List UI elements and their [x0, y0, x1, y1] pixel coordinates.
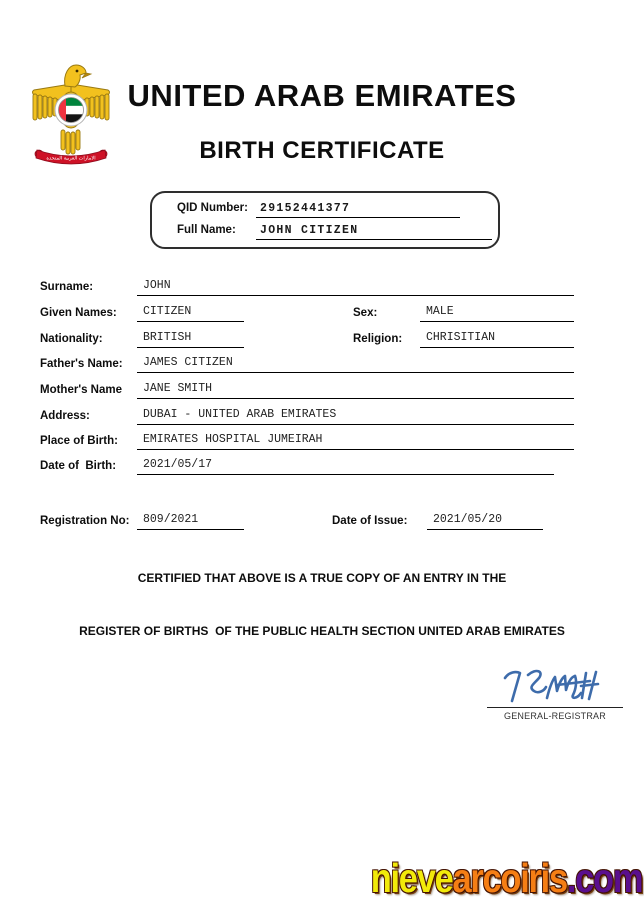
fathers-name-label: Father's Name: [40, 358, 123, 370]
registration-no-label: Registration No: [40, 515, 130, 527]
address-label: Address: [40, 410, 90, 422]
full-name-label: Full Name: [177, 224, 236, 236]
surname-value: JOHN [137, 279, 574, 296]
signature-line [487, 707, 623, 708]
date-of-issue-label: Date of Issue: [332, 515, 408, 527]
registrar-signature-icon [497, 663, 609, 709]
banner-arabic-text: الامارات العربية المتحدة [46, 155, 96, 162]
registration-no-value: 809/2021 [137, 513, 244, 530]
certification-line-1: CERTIFIED THAT ABOVE IS A TRUE COPY OF AN ENTRY IN THE [137, 571, 507, 585]
place-of-birth-row [0, 435, 644, 455]
registration-issue-row [0, 515, 644, 535]
watermark-part-nieve: nieve [370, 855, 453, 901]
qid-number-row [152, 202, 498, 220]
place-of-birth-label: Place of Birth: [40, 435, 118, 447]
address-value: DUBAI - UNITED ARAB EMIRATES [137, 408, 574, 425]
address-row [0, 410, 644, 430]
mothers-name-value: JANE SMITH [137, 382, 574, 399]
fathers-name-row [0, 358, 644, 378]
qid-number-label: QID Number: [177, 202, 248, 214]
mothers-name-label: Mother's Name [40, 384, 122, 396]
religion-value: CHRISITIAN [420, 331, 574, 348]
given-names-value: CITIZEN [137, 305, 244, 322]
date-of-birth-label: Date of Birth: [40, 460, 117, 472]
fathers-name-value: JAMES CITIZEN [137, 356, 574, 373]
nationality-religion-row [0, 333, 644, 353]
surname-label: Surname: [40, 281, 94, 293]
mothers-name-row [0, 384, 644, 404]
surname-row [0, 281, 644, 301]
nationality-label: Nationality: [40, 333, 103, 345]
religion-label: Religion: [353, 333, 403, 345]
country-title: UNITED ARAB EMIRATES [127, 78, 517, 113]
document-title: BIRTH CERTIFICATE [199, 137, 445, 164]
watermark-part-com: .com [566, 855, 642, 901]
full-name-value: JOHN CITIZEN [256, 224, 492, 240]
date-of-issue-value: 2021/05/20 [427, 513, 543, 530]
date-of-birth-row [0, 460, 644, 480]
watermark-part-arcoiris: arcoiris [452, 855, 567, 901]
given-names-sex-row [0, 307, 644, 327]
full-name-row [152, 224, 498, 242]
date-of-birth-value: 2021/05/17 [137, 458, 554, 475]
site-watermark [371, 855, 642, 902]
sex-label: Sex: [353, 307, 378, 319]
place-of-birth-value: EMIRATES HOSPITAL JUMEIRAH [137, 433, 574, 450]
nationality-value: BRITISH [137, 331, 244, 348]
given-names-label: Given Names: [40, 307, 117, 319]
certification-line-2: REGISTER OF BIRTHS OF THE PUBLIC HEALTH SECTION UNITED ARAB EMIRATES [79, 624, 565, 638]
qid-number-value: 29152441377 [256, 202, 460, 218]
qid-box [150, 191, 500, 249]
general-registrar-title: GENERAL-REGISTRAR [504, 711, 606, 721]
sex-value: MALE [420, 305, 574, 322]
